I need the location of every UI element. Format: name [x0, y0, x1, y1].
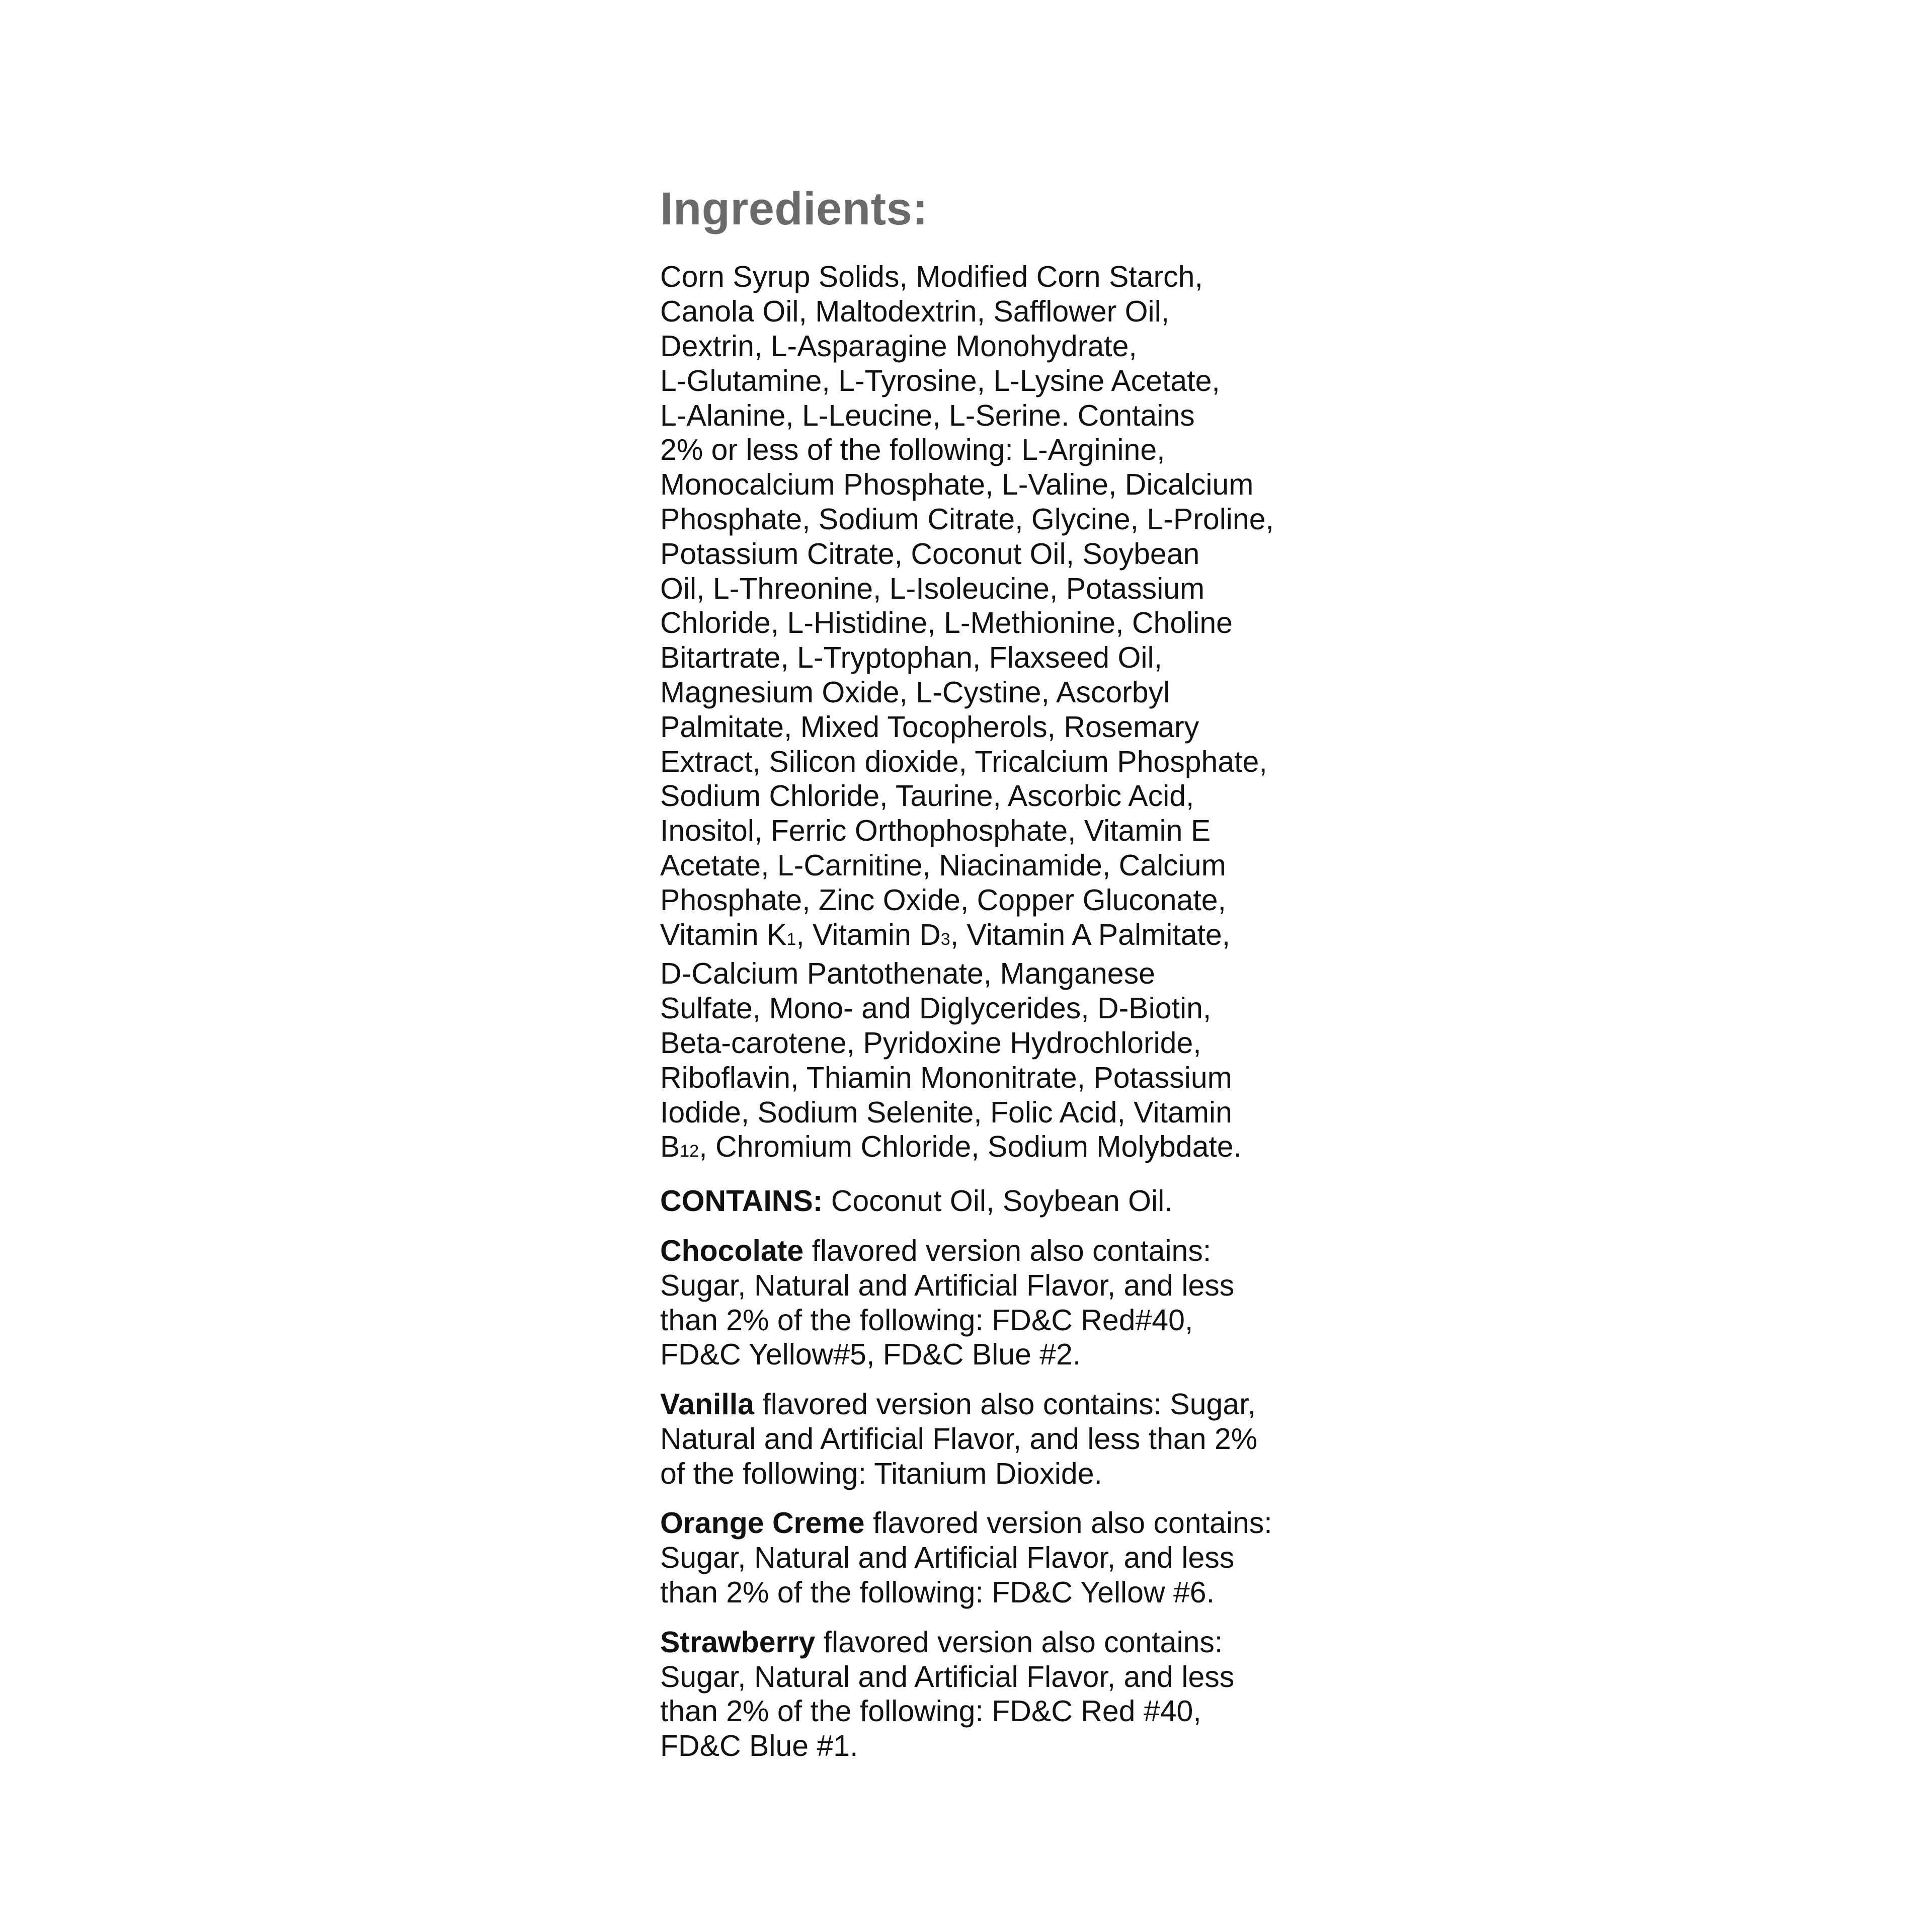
ingredient-line: Sodium Chloride, Taurine, Ascorbic Acid, — [660, 779, 1194, 813]
flavor-intro: flavored version also contains: — [864, 1506, 1272, 1540]
vitamin-d-text: , Vitamin D — [796, 918, 941, 951]
vitamin-b-subscript: 12 — [680, 1142, 699, 1161]
ingredient-line: L-Glutamine, L-Tyrosine, L-Lysine Acetate, — [660, 364, 1220, 397]
ingredient-line: Corn Syrup Solids, Modified Corn Starch, — [660, 260, 1203, 294]
ingredient-line: Beta-carotene, Pyridoxine Hydrochloride, — [660, 1026, 1201, 1060]
flavor-first-line — [660, 1625, 1314, 1660]
ingredient-line: Phosphate, Zinc Oxide, Copper Gluconate, — [660, 883, 1226, 917]
flavor-first-line — [660, 1234, 1314, 1268]
ingredients-heading: Ingredients: — [660, 183, 928, 234]
ingredient-line: Oil, L-Threonine, L-Isoleucine, Potassium — [660, 572, 1205, 605]
flavor-line: Sugar, Natural and Artificial Flavor, and less — [660, 1541, 1235, 1575]
last-line-text: , Chromium Chloride, Sodium Molybdate. — [699, 1130, 1242, 1164]
contains-text: Coconut Oil, Soybean Oil. — [823, 1184, 1173, 1218]
flavor-orange-creme — [660, 1506, 1314, 1609]
ingredient-line: Palmitate, Mixed Tocopherols, Rosemary — [660, 710, 1199, 744]
ingredient-line: L-Alanine, L-Leucine, L-Serine. Contains — [660, 398, 1195, 432]
contains-statement — [660, 1184, 1314, 1219]
flavor-name: Vanilla — [660, 1388, 754, 1421]
flavor-line: Sugar, Natural and Artificial Flavor, and less — [660, 1660, 1235, 1694]
flavor-first-line — [660, 1387, 1314, 1422]
ingredients-panel — [660, 181, 1314, 1763]
flavor-name: Orange Creme — [660, 1506, 865, 1540]
flavor-line: Natural and Artificial Flavor, and less than 2% — [660, 1422, 1258, 1456]
flavor-line: FD&C Blue #1. — [660, 1729, 858, 1763]
vitamin-b-text: B — [660, 1130, 680, 1164]
vitamin-k-subscript: 1 — [786, 929, 796, 949]
ingredient-line: Iodide, Sodium Selenite, Folic Acid, Vitamin — [660, 1095, 1232, 1129]
flavor-vanilla — [660, 1387, 1314, 1491]
ingredient-line: Acetate, L-Carnitine, Niacinamide, Calcium — [660, 848, 1226, 882]
flavor-first-line — [660, 1506, 1314, 1541]
ingredient-line: Riboflavin, Thiamin Mononitrate, Potassium — [660, 1061, 1232, 1094]
flavor-name: Chocolate — [660, 1234, 804, 1267]
ingredient-line: Sulfate, Mono- and Diglycerides, D-Biotin, — [660, 992, 1212, 1025]
flavor-line: than 2% of the following: FD&C Red #40, — [660, 1695, 1201, 1728]
ingredient-line: Chloride, L-Histidine, L-Methionine, Choline — [660, 606, 1233, 640]
ingredient-line: Dextrin, L-Asparagine Monohydrate, — [660, 329, 1137, 363]
contains-line — [660, 1184, 1314, 1219]
vitamin-line — [660, 918, 1314, 957]
flavor-name: Strawberry — [660, 1625, 816, 1659]
ingredient-line: Inositol, Ferric Orthophosphate, Vitamin E — [660, 814, 1211, 848]
ingredient-line: Monocalcium Phosphate, L-Valine, Dicalcium — [660, 468, 1254, 502]
flavor-intro: flavored version also contains: — [803, 1234, 1212, 1267]
ingredient-line: Magnesium Oxide, L-Cystine, Ascorbyl — [660, 675, 1170, 709]
flavor-line: FD&C Yellow#5, FD&C Blue #2. — [660, 1338, 1081, 1372]
vitamin-d-subscript: 3 — [940, 929, 950, 949]
vitamin-k-text: Vitamin K — [660, 918, 787, 951]
ingredient-line: Potassium Citrate, Coconut Oil, Soybean — [660, 537, 1200, 571]
flavor-strawberry — [660, 1625, 1314, 1763]
ingredient-line: Extract, Silicon dioxide, Tricalcium Phosphate, — [660, 745, 1267, 778]
contains-label: CONTAINS: — [660, 1184, 823, 1218]
flavor-intro: flavored version also contains: Sugar, — [754, 1388, 1256, 1421]
ingredient-line: D-Calcium Pantothenate, Manganese — [660, 957, 1155, 991]
flavor-line: Sugar, Natural and Artificial Flavor, and less — [660, 1268, 1235, 1302]
flavor-chocolate — [660, 1234, 1314, 1372]
ingredient-line: 2% or less of the following: L-Arginine, — [660, 433, 1165, 467]
vitamin-a-text: , Vitamin A Palmitate, — [950, 918, 1231, 951]
ingredient-line: Phosphate, Sodium Citrate, Glycine, L-Proline, — [660, 502, 1274, 536]
flavor-line: of the following: Titanium Dioxide. — [660, 1457, 1102, 1490]
flavor-line: than 2% of the following: FD&C Red#40, — [660, 1303, 1193, 1337]
ingredient-line: Bitartrate, L-Tryptophan, Flaxseed Oil, — [660, 641, 1162, 675]
flavor-line: than 2% of the following: FD&C Yellow #6. — [660, 1576, 1215, 1609]
last-ingredient-line — [660, 1130, 1314, 1169]
ingredient-line: Canola Oil, Maltodextrin, Safflower Oil, — [660, 295, 1170, 329]
flavor-intro: flavored version also contains: — [815, 1625, 1223, 1659]
ingredient-list — [660, 260, 1314, 1169]
